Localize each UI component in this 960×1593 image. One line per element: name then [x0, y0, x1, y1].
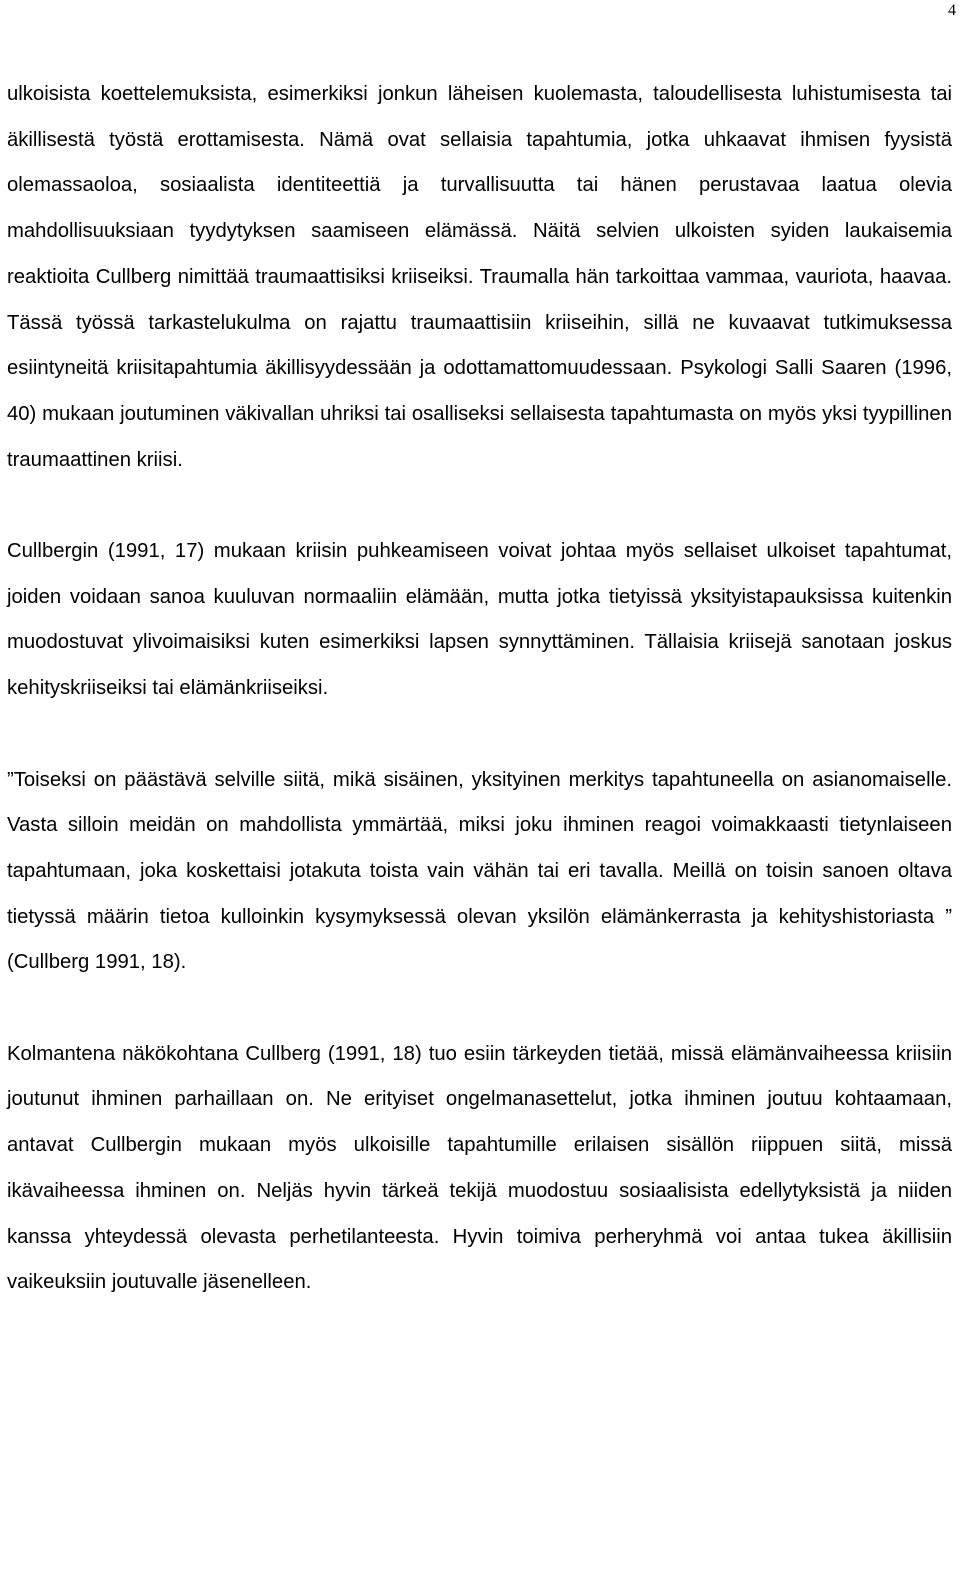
paragraph-life-stage: Kolmantena näkökohtana Cullberg (1991, 18) tuo esiin tärkeyden tietää, missä elämänvaiheessa kriisiin joutunut ihminen parhaillaan on. Ne erityiset ongelmanasettelut, jotka ihminen joutuu kohtaamaan, antavat Cullbergin mukaan myös ulkoisille tapahtumille erilaisen sisällön riippuen siitä, missä ikävaiheessa ihminen on. Neljäs hyvin tärkeä tekijä muodostuu sosiaalisista edellytyksistä ja niiden kanssa yhteydessä olevasta perhetilanteesta. Hyvin toimiva perheryhmä voi antaa tukea äkillisiin vaikeuksiin joutuvalle jäsenelleen. [7, 1042, 952, 1294]
paragraph-development-crisis: Cullbergin (1991, 17) mukaan kriisin puhkeamiseen voivat johtaa myös sellaiset ulkoiset tapahtumat, joiden voidaan sanoa kuuluvan normaaliin elämään, mutta jotka tietyissä yksityistapauksissa kuitenkin muodostuvat ylivoimaisiksi kuten esimerkiksi lapsen synnyttäminen. Tällaisia kriisejä sanotaan joskus kehityskriiseiksi tai elämänkriiseiksi. [7, 540, 952, 700]
body-text [7, 72, 952, 1306]
paragraph-traumatic-crisis: ulkoisista koettelemuksista, esimerkiksi jonkun läheisen kuolemasta, taloudellisesta luhistumisesta tai äkillisestä työstä erottamisesta. Nämä ovat sellaisia tapahtumia, jotka uhkaavat ihmisen fyysistä olemassaoloa, sosiaalista identiteettiä ja turvallisuutta tai hänen perustavaa laatua olevia mahdollisuuksiaan tyydytyksen saamiseen elämässä. Näitä selvien ulkoisten syiden laukaisemia reaktioita Cullberg nimittää traumaattisiksi kriiseiksi. Traumalla hän tarkoittaa vammaa, vauriota, haavaa. Tässä työssä tarkastelukulma on rajattu traumaattisiin kriiseihin, sillä ne kuvaavat tutkimuksessa esiintyneitä kriisitapahtumia äkillisyydessään ja odottamattomuudessaan. Psykologi Salli Saaren (1996, 40) mukaan joutuminen väkivallan uhriksi tai osalliseksi sellaisesta tapahtumasta on myös yksi tyypillinen traumaattinen kriisi. [7, 83, 952, 471]
paragraph-quote-cullberg: ”Toiseksi on päästävä selville siitä, mikä sisäinen, yksityinen merkitys tapahtuneella on asianomaiselle. Vasta silloin meidän on mahdollista ymmärtää, miksi joku ihminen reagoi voimakkaasti tietynlaiseen tapahtumaan, joka koskettaisi jotakuta toista vain vähän tai eri tavalla. Meillä on toisin sanoen oltava tietyssä määrin tietoa kulloinkin kysymyksessä olevan yksilön elämänkerrasta ja kehityshistoriasta ” (Cullberg 1991, 18). [7, 768, 952, 974]
page-number: 4 [948, 2, 956, 19]
